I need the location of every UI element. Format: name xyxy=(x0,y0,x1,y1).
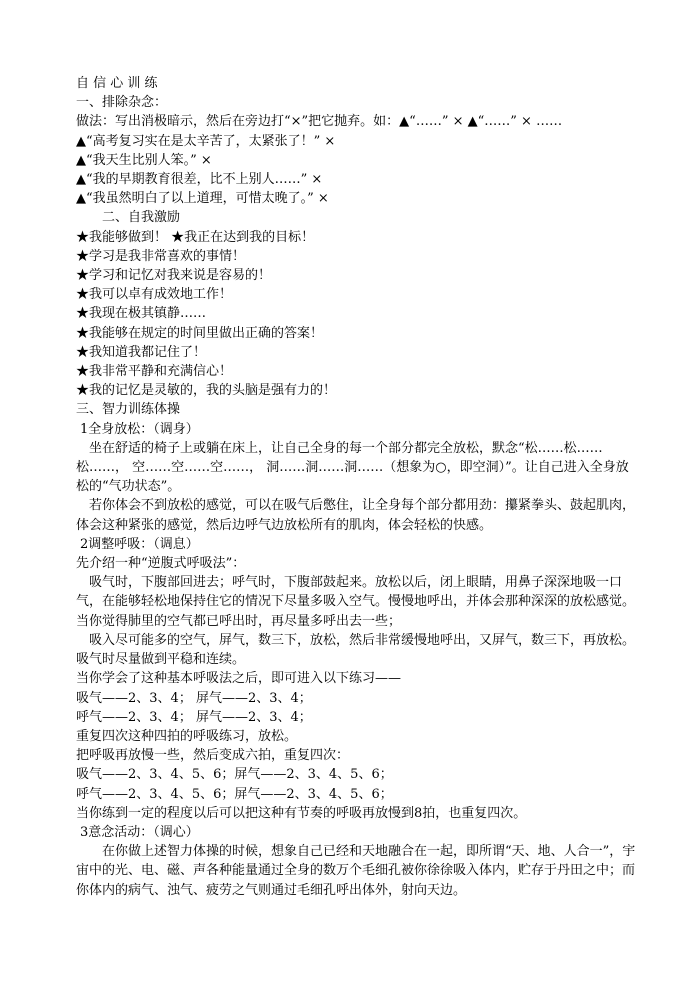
part2-paragraph: 吸入尽可能多的空气，屏气，数三下，放松，然后非常缓慢地呼出，又屏气，数三下，再放松。吸气时尽量做到平稳和连续。 xyxy=(76,632,636,668)
part2-paragraph: 吸气时，下腹部回进去；呼气时，下腹部鼓起来。放松以后，闭上眼睛，用鼻子深深地吸一口气，在能够轻松地保持住它的情况下尽量多吸入空气。慢慢地呼出，并体会那种深深的放松感觉。当你觉得肺里的空气都已呼出时，再尽量多呼出去一些； xyxy=(76,575,636,629)
part3-paragraph: 在你做上述智力体操的时候，想象自己已经和天地融合在一起，即所谓“天、地、人合一”，宇宙中的光、电、磁、声各种能量通过全身的数万个毛细孔被你徐徐吸入体内，贮存于丹田之中；而你体内的病气、浊气、疲劳之气则通过毛细孔呼出体外，射向天边。 xyxy=(76,844,636,898)
affirmation-item: ★我能够做到！ ★我正在达到我的目标！ xyxy=(76,229,315,245)
breath-drill-line: 呼气——2、3、4； 屏气——2、3、4； xyxy=(76,709,312,725)
page-title: 自 信 心 训 练 xyxy=(76,76,158,91)
affirmation-item: ★我非常平静和充满信心！ xyxy=(76,364,233,380)
affirmation-item: ★学习是我非常喜欢的事情！ xyxy=(76,248,246,264)
affirmation-item: ★我能够在规定的时间里做出正确的答案！ xyxy=(76,325,324,341)
affirmation-item: ★我的记忆是灵敏的，我的头脑是强有力的！ xyxy=(76,383,337,399)
negative-item: ▲“高考复习实在是太辛苦了，太紧张了！” × xyxy=(76,133,336,149)
part2-intro: 先介绍一种“逆腹式呼吸法”： xyxy=(76,556,246,572)
document-page xyxy=(76,74,636,900)
part2-end: 当你练到一定的程度以后可以把这种有节奏的呼吸再放慢到8拍，也重复四次。 xyxy=(76,805,527,821)
part1-paragraph: 若你体会不到放松的感觉，可以在吸气后憋住，让全身每个部分都用劲：攥紧拳头、鼓起肌肉，体会这种紧张的感觉，然后边呼气边放松所有的肌肉，体会轻松的快感。 xyxy=(76,498,636,533)
affirmation-item: ★我知道我都记住了！ xyxy=(76,344,207,360)
negative-item: ▲“我天生比别人笨。” × xyxy=(76,152,212,168)
breath-drill-line: 吸气——2、3、4、5、6；屏气——2、3、4、5、6； xyxy=(76,767,393,783)
section1-heading: 一、排除杂念： xyxy=(76,95,168,111)
part2-repeat: 重复四次这种四拍的呼吸练习，放松。 xyxy=(76,728,298,744)
breath-drill-line: 吸气——2、3、4； 屏气——2、3、4； xyxy=(76,690,312,706)
affirmation-item: ★学习和记忆对我来说是容易的！ xyxy=(76,268,272,284)
negative-item: ▲“我虽然明白了以上道理，可惜太晚了。” × xyxy=(76,191,329,207)
section1-intro: 做法：写出消极暗示，然后在旁边打“×”把它抛弃。如：▲“……” × ▲“……” × …… xyxy=(76,114,563,130)
part2-slow: 把呼吸再放慢一些，然后变成六拍，重复四次： xyxy=(76,748,350,764)
section2-heading: 二、自我激励 xyxy=(102,210,181,226)
negative-item: ▲“我的早期教育很差，比不上别人……” × xyxy=(76,172,323,188)
affirmation-item: ★我现在极其镇静…… xyxy=(76,306,207,322)
section3-heading: 三、智力训练体操 xyxy=(76,402,181,418)
part3-heading: 3意念活动：（调心） xyxy=(80,824,199,840)
part1-paragraph: 坐在舒适的椅子上或躺在床上，让自己全身的每一个部分都完全放松，默念“松……松……松……， 空……空……空……， 洞……洞……洞……（想象为○，即空洞）”。让自己进入全身放松的“气功状态”。 xyxy=(76,440,629,495)
breath-drill-line: 呼气——2、3、4、5、6；屏气——2、3、4、5、6； xyxy=(76,786,393,802)
affirmation-item: ★我可以卓有成效地工作！ xyxy=(76,287,233,303)
part2-after: 当你学会了这种基本呼吸法之后，即可进入以下练习—— xyxy=(76,671,402,687)
part2-heading: 2调整呼吸：（调息） xyxy=(80,536,199,552)
part1-heading: 1全身放松：（调身） xyxy=(80,421,199,437)
